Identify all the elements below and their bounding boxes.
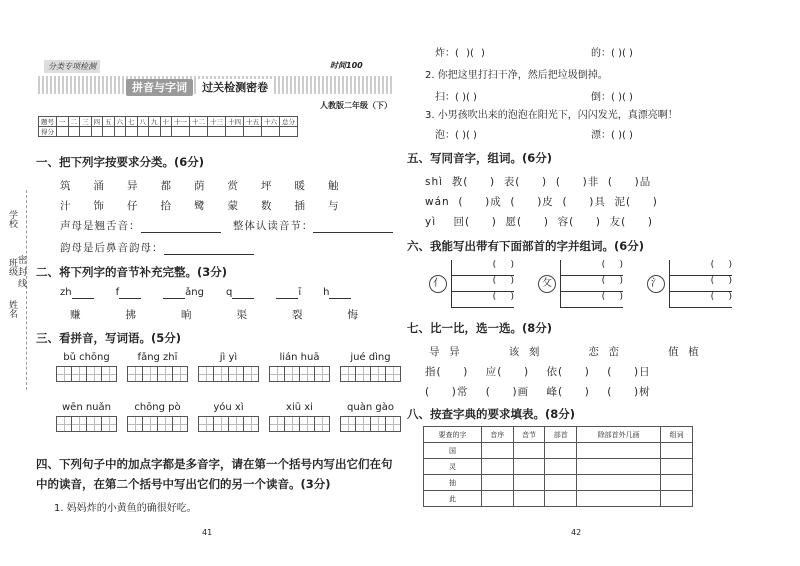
s1-char: 数 [261,200,273,212]
s2-syllable [323,287,351,298]
s7-pair: 值 植 [668,346,700,358]
s3-pinyin: jué dìng [350,352,391,363]
s2-char: 悔 [347,309,359,321]
score-header-cell: 七 [126,117,138,127]
s2-syllable [116,287,142,298]
s2-blank[interactable] [276,287,298,299]
s8-title: 八、按查字典的要求填表。(8分) [407,407,576,421]
s3-writing-grid[interactable] [198,366,259,382]
s2-char: 拂 [125,309,137,321]
score-header-cell: 题号 [39,117,57,127]
s4-row-c-left[interactable]: 泡：( )( ) [435,130,477,141]
score-cell[interactable] [280,127,298,137]
dict-header-cell: 要查的字 [424,427,482,443]
dict-answer-cell[interactable] [577,443,661,459]
s3-writing-grid[interactable] [56,366,117,382]
s3-pinyin: quàn gào [347,402,394,413]
s7-pair: 恋 峦 [588,346,621,358]
radical-bubble: 氵 [647,275,665,293]
s3-word-box [198,402,259,436]
school-label: 学校 [7,210,17,228]
s4-title-line2: 中的读音，在第二个括号中写出它们的另一个读音。(3分) [36,477,331,491]
s3-word-box [269,402,330,436]
s1-q1-answer[interactable] [141,220,221,233]
s1-char: 荫 [194,180,206,192]
s3-pinyin: yóu xì [213,402,244,413]
s3-pinyin: chōng pò [134,402,181,413]
s1-char: 饰 [93,200,105,212]
score-cell[interactable] [208,127,226,137]
dict-answer-cell[interactable] [577,475,661,491]
dict-row [424,491,693,507]
dict-char: 灵 [424,459,482,475]
dict-answer-cell[interactable] [661,459,693,475]
page-right [405,0,795,566]
dict-header-cell: 部首 [545,427,577,443]
s3-word-box [127,402,188,436]
s1-q3: 韵母是后鼻音韵母： [60,242,164,254]
s2-pinyin-row [60,287,373,299]
score-cell[interactable] [91,127,103,137]
dict-answer-cell[interactable] [661,491,693,507]
s2-title: 二、将下列字的音节补充完整。(3分) [36,265,228,279]
s2-blank[interactable] [163,287,185,299]
class-label: 班级 [7,258,17,276]
s2-blank[interactable] [119,287,141,299]
s1-q1: 声母是翘舌音： [60,220,141,232]
score-header-cell: 五 [103,117,115,127]
s5-row-shi[interactable]: shì 教( ) 表( ) ( )非 ( )品 [425,176,652,188]
score-header-cell: 十二 [190,117,208,127]
dict-answer-cell[interactable] [481,491,513,507]
s2-syllable [163,287,204,298]
dict-answer-cell[interactable] [577,491,661,507]
s2-char: 裂 [292,309,304,321]
s6-title: 六、我能写出带有下面部首的字并组词。(6分) [407,239,645,253]
name-label: 姓名 [7,300,17,318]
score-cell[interactable] [244,127,262,137]
s3-word-box [340,402,401,436]
s6-answer-lines[interactable]: ( ) ( ) ( ) [451,260,514,308]
s1-char: 坪 [261,180,273,192]
s4-row-b-right[interactable]: 倒：( )( ) [591,92,633,103]
s2-blank[interactable] [232,287,254,299]
s6-answer-lines[interactable]: ( ) ( ) ( ) [560,260,623,308]
s7-row2[interactable]: ( )常 ( )画 峰( ) ( )树 [425,386,651,398]
s1-char-row1 [60,178,362,193]
s3-title: 三、看拼音，写词语。(5分) [36,331,182,345]
score-header-cell: 十五 [244,117,262,127]
score-table [38,116,298,137]
score-cell[interactable] [103,127,115,137]
s1-char: 都 [160,180,172,192]
dict-header-cell: 音节 [513,427,545,443]
s3-row2 [56,402,411,436]
score-header-cell: 四 [91,117,103,127]
s2-char: 晌 [181,309,193,321]
page-number-right: 42 [571,528,582,537]
series-label: 分类专项检测 [44,60,100,73]
s3-word-box [340,352,401,386]
s6-radical-group [429,260,514,308]
s4-sentence3: 3. 小男孩吹出来的泡泡在阳光下，闪闪发光，真漂亮啊！ [425,110,678,121]
s2-char: 渠 [236,309,248,321]
s3-writing-grid[interactable] [269,366,330,382]
score-cell[interactable] [172,127,190,137]
s1-char: 赏 [227,180,239,192]
score-header-cell: 一 [57,117,69,127]
s1-char: 汁 [60,200,72,212]
s1-q3-answer[interactable] [164,242,254,255]
radical-bubble: 攵 [538,275,556,293]
s3-word-box [56,402,117,436]
score-cell[interactable] [160,127,172,137]
dict-answer-cell[interactable] [481,459,513,475]
page-number-left: 41 [202,528,213,537]
dict-header-cell: 除部首外几画 [577,427,661,443]
dict-answer-cell[interactable] [577,459,661,475]
s3-pinyin: wēn nuǎn [62,402,111,413]
dict-row [424,459,693,475]
dict-answer-cell[interactable] [481,443,513,459]
s1-char: 与 [328,200,340,212]
dict-row [424,443,693,459]
s4-row-c-right[interactable]: 漂：( )( ) [591,130,633,141]
s3-word-box [56,352,117,386]
s7-row1[interactable]: 指( ) 应( ) 依( ) ( )日 [425,366,651,378]
s3-pinyin: bǔ chōng [63,352,110,363]
s3-pinyin: lián huā [279,352,320,363]
dict-header-cell: 音序 [481,427,513,443]
score-cell[interactable] [126,127,138,137]
s3-row1 [56,352,411,386]
dictionary-table [423,426,693,507]
s2-syllable [226,287,254,298]
dict-char: 此 [424,491,482,507]
dict-answer-cell[interactable] [513,475,545,491]
score-cell[interactable] [137,127,149,137]
dict-answer-cell[interactable] [513,459,545,475]
s1-char-row2 [60,198,362,213]
s3-writing-grid[interactable] [198,416,259,432]
s3-pinyin: jì yì [219,352,238,363]
s1-char: 插 [294,200,306,212]
s2-blank[interactable] [329,287,351,299]
edition: 人教版二年级（下） [320,101,392,110]
dict-answer-cell[interactable] [545,443,577,459]
s4-title-line1: 四、下列句子中的加点字都是多音字，请在第一个括号内写出它们在句 [36,457,393,471]
score-cell[interactable] [149,127,161,137]
score-header-cell: 总分 [280,117,298,127]
s2-pinyin-part: ī [298,287,302,298]
s7-pair: 该 刻 [508,346,541,358]
s6-radical-group [538,260,623,308]
s5-row-wan[interactable]: wán ( )成 ( )皮 ( )具 泥( ) [425,196,658,208]
s1-q2-answer[interactable] [313,220,393,233]
s1-q2: 整体认读音节： [232,220,314,232]
score-cell[interactable] [190,127,208,137]
s6-radical-groups [429,260,756,308]
s5-title: 五、写同音字，组词。(6分) [407,151,553,165]
dict-answer-cell[interactable] [661,443,693,459]
s3-writing-grid[interactable] [127,366,188,382]
seal-label: 密 封 线 [16,255,26,288]
s3-pinyin: xiū xi [286,402,313,413]
s3-writing-grid[interactable] [127,416,188,432]
s1-char: 拾 [160,200,172,212]
dict-answer-cell[interactable] [661,475,693,491]
score-header-cell: 六 [114,117,126,127]
s4-sentence1: 1. 妈妈炸的小黄鱼的确很好吃。 [54,503,197,514]
s2-char: 赚 [70,309,82,321]
dict-row [424,475,693,491]
dict-header-cell: 组词 [661,427,693,443]
score-header-cell: 二 [68,117,80,127]
page-left [30,0,400,566]
s1-char: 仔 [127,200,139,212]
score-header-cell: 十六 [262,117,280,127]
s3-word-box [269,352,330,386]
score-header-cell: 三 [80,117,92,127]
s2-pinyin-part: q [225,287,233,298]
s4-sentence2: 2. 你把这里打扫干净，然后把垃圾倒掉。 [425,70,608,81]
score-header-cell: 十三 [208,117,226,127]
score-cell[interactable] [68,127,80,137]
dict-answer-cell[interactable] [513,443,545,459]
dict-answer-cell[interactable] [545,459,577,475]
score-cell[interactable] [57,127,69,137]
s2-syllable [276,287,301,298]
dict-answer-cell[interactable] [545,491,577,507]
s1-char: 异 [127,180,139,192]
s4-row-b-left[interactable]: 扫：( )( ) [435,92,477,103]
score-header-cell: 十 [160,117,172,127]
score-cell[interactable] [226,127,244,137]
dict-answer-cell[interactable] [481,475,513,491]
s3-writing-grid[interactable] [340,416,401,432]
s2-pinyin-part: h [323,287,330,298]
s3-word-box [127,352,188,386]
s7-pair: 导 异 [429,346,461,358]
dict-answer-cell[interactable] [545,475,577,491]
dict-char: 抽 [424,475,482,491]
s1-char: 蒙 [227,200,239,212]
s2-pinyin-part: ǎng [185,287,204,298]
score-header-cell: 十四 [226,117,244,127]
s4-row-a-right[interactable]: 的：( )( ) [591,48,633,59]
s2-pinyin-part: zh [60,287,72,298]
score-header-cell: 八 [137,117,149,127]
s5-row-yi[interactable]: yì 回( ) 愿( ) 容( ) 友( ) [425,216,654,228]
s1-char: 暖 [294,180,306,192]
s2-pinyin-part: f [115,287,120,298]
score-header-cell: 十一 [172,117,190,127]
s1-char: 筑 [60,180,72,192]
s1-char: 涌 [93,180,105,192]
s3-writing-grid[interactable] [340,366,401,382]
s1-title: 一、把下列字按要求分类。(6分) [36,155,205,169]
s1-char: 触 [328,180,340,192]
score-row-label: 得分 [39,127,57,137]
s3-pinyin: fǎng zhī [137,352,178,363]
score-header-cell: 九 [149,117,161,127]
s2-blank[interactable] [72,287,94,299]
s6-radical-group [647,260,732,308]
s7-pairs [429,344,748,359]
s3-writing-grid[interactable] [269,416,330,432]
s1-char: 鹭 [194,200,206,212]
dict-answer-cell[interactable] [513,491,545,507]
s4-row-a-left[interactable]: 炸：( )( ) [435,48,485,59]
s2-syllable [60,287,94,298]
s3-word-box [198,352,259,386]
s3-writing-grid[interactable] [56,416,117,432]
s2-char-row [70,307,403,322]
radical-bubble: 亻 [429,275,447,293]
banner: 拼音与字词 [126,79,193,96]
time-label: 时间100 [330,61,363,70]
s6-answer-lines[interactable]: ( ) ( ) ( ) [669,260,732,308]
dict-char: 国 [424,443,482,459]
score-cell[interactable] [80,127,92,137]
score-cell[interactable] [114,127,126,137]
score-cell[interactable] [262,127,280,137]
s7-title: 七、比一比，选一选。(8分) [407,321,553,335]
title: 过关检测密卷 [198,79,272,96]
